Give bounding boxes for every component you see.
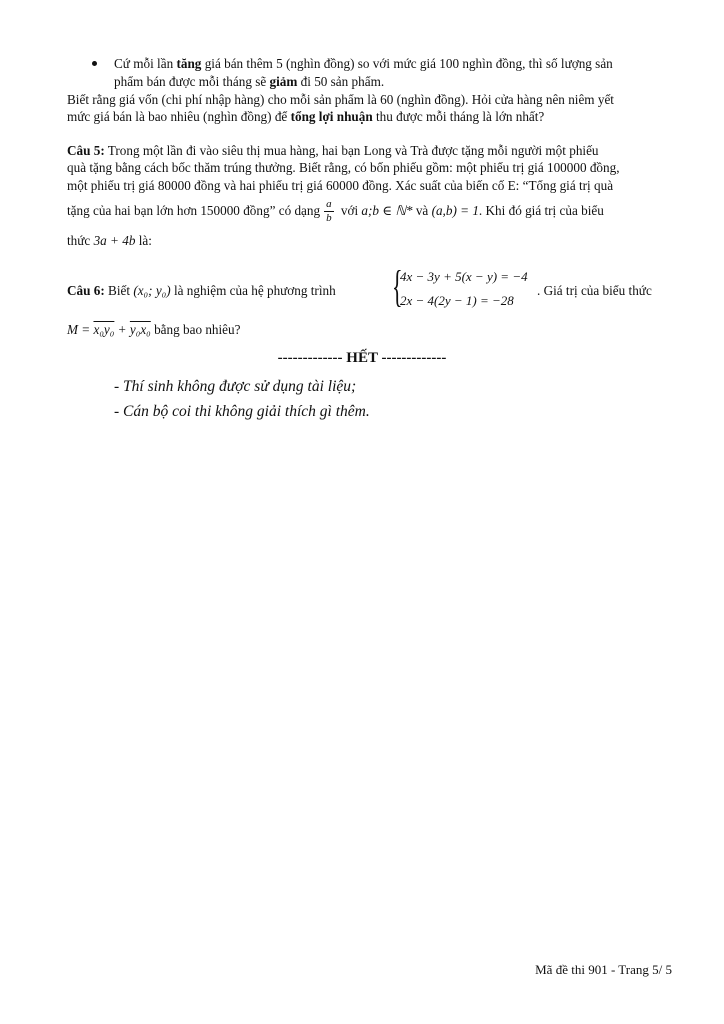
q5-line-3: một phiếu trị giá 80000 đồng và hai phiếu trị giá 60000 đồng. Xác suất của biến cố E: “Tổng giá trị quà bbox=[67, 178, 614, 193]
math: x₀y₀ bbox=[93, 322, 115, 337]
note-1: - Thí sinh không được sử dụng tài liệu; bbox=[114, 378, 357, 395]
text: đi 50 sản phẩm. bbox=[297, 74, 385, 89]
end-mark: ------------- HẾT ------------- bbox=[277, 350, 447, 366]
math: (x₀; y₀) bbox=[133, 283, 171, 298]
page-footer: Mã đề thi 901 - Trang 5/ 5 bbox=[535, 962, 672, 977]
equation-1: 4x − 3y + 5(x − y) = −4 bbox=[400, 269, 528, 284]
text: Trong một lần đi vào siêu thị mua hàng, hai bạn Long và Trà được tặng mỗi người một phiếu bbox=[104, 143, 599, 158]
text: và bbox=[412, 203, 432, 218]
note-2: - Cán bộ coi thi không giải thích gì thêm. bbox=[114, 403, 370, 420]
text: Cứ mỗi lần bbox=[114, 56, 177, 71]
math: y₀x₀ bbox=[129, 322, 151, 337]
math: (a,b) = 1 bbox=[431, 203, 479, 218]
math: M = bbox=[67, 322, 94, 337]
text: mức giá bán là bao nhiêu (nghìn đồng) để bbox=[67, 109, 291, 124]
text: thức bbox=[67, 233, 94, 248]
bold-text: giảm bbox=[269, 74, 298, 89]
text: là nghiệm của hệ phương trình bbox=[170, 283, 336, 298]
denominator: b bbox=[326, 212, 332, 225]
q5-line-1 bbox=[67, 142, 599, 159]
question-label: Câu 5: bbox=[67, 143, 105, 158]
q4-line-2 bbox=[67, 108, 544, 125]
math: 3a + 4b bbox=[93, 233, 136, 248]
text: bằng bao nhiêu? bbox=[150, 322, 241, 337]
bullet-line-2 bbox=[114, 73, 384, 90]
bold-text: tăng bbox=[176, 56, 202, 71]
text: Biết bbox=[104, 283, 134, 298]
q5-line-5 bbox=[67, 232, 152, 249]
fraction bbox=[324, 198, 334, 225]
text: là: bbox=[135, 233, 152, 248]
numerator: a bbox=[326, 198, 332, 211]
math: a;b ∈ ℕ* bbox=[361, 203, 413, 218]
bullet-line-1 bbox=[114, 55, 613, 72]
q5-line-2: quà tặng bằng cách bốc thăm trúng thưởng. Biết rằng, có bốn phiếu gồm: một phiếu trị giá 100000 đồng, bbox=[67, 160, 620, 175]
text: tặng của hai bạn lớn hơn 150000 đồng” có dạng bbox=[67, 203, 321, 218]
q5-line-4 bbox=[67, 196, 604, 226]
math: + bbox=[114, 322, 130, 337]
bullet-icon bbox=[92, 61, 97, 66]
q6-line-1-end: . Giá trị của biểu thức bbox=[537, 283, 652, 298]
equation-system bbox=[392, 262, 542, 314]
q6-line-1 bbox=[67, 282, 336, 299]
text: . Khi đó giá trị của biểu bbox=[478, 203, 604, 218]
bold-text: tổng lợi nhuận bbox=[290, 109, 373, 124]
question-label: Câu 6: bbox=[67, 283, 105, 298]
text: giá bán thêm 5 (nghìn đồng) so với mức giá 100 nghìn đồng, thì số lượng sản bbox=[201, 56, 613, 71]
text: phẩm bán được mỗi tháng sẽ bbox=[114, 74, 270, 89]
equation-2: 2x − 4(2y − 1) = −28 bbox=[400, 293, 514, 308]
q6-line-2 bbox=[67, 321, 240, 338]
text: thu được mỗi tháng là lớn nhất? bbox=[372, 109, 545, 124]
brace-icon: { bbox=[392, 262, 403, 311]
text: với bbox=[337, 203, 362, 218]
q4-line-1: Biết rằng giá vốn (chi phí nhập hàng) cho mỗi sản phẩm là 60 (nghìn đồng). Hỏi cửa hàng nên niêm yết bbox=[67, 92, 614, 107]
